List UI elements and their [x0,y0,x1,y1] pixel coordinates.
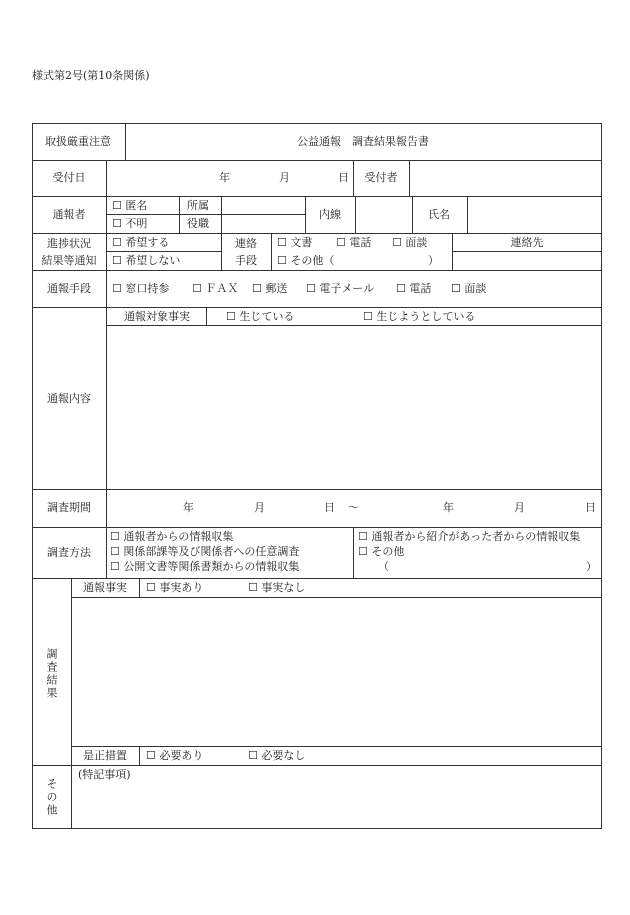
about-to-occur-checkbox[interactable]: ☐ 生じようとしている [363,310,476,323]
receipt-month: 月 [279,171,290,184]
handling-label: 取扱厳重注意 [45,135,111,148]
affiliation-label: 所属 [187,199,209,212]
method-email-checkbox[interactable]: ☐ 電子メール [306,282,375,295]
no-wish-checkbox[interactable]: ☐ 希望しない [112,254,181,267]
others-label: その他 [45,778,58,817]
content-label: 通報内容 [47,392,91,405]
period-end-day: 日 [585,501,596,514]
inv-reporter-checkbox[interactable]: ☐ 通報者からの情報収集 [110,530,234,543]
investigation-label: 調査方法 [47,546,91,559]
method-mail-checkbox[interactable]: ☐ 郵送 [252,282,288,295]
contact-info-label: 連絡先 [510,236,544,249]
method-phone-checkbox[interactable]: ☐ 電話 [396,282,432,295]
inv-documents-checkbox[interactable]: ☐ 公開文書等関係書類からの情報収集 [110,560,300,573]
receipt-date-label: 受付日 [52,171,86,184]
occurring-checkbox[interactable]: ☐ 生じている [226,310,295,323]
period-label: 調査期間 [47,501,91,514]
inv-other-checkbox[interactable]: ☐ その他 [358,545,405,558]
doc-checkbox[interactable]: ☐ 文書 [277,236,313,249]
fact-no-checkbox[interactable]: ☐ 事実なし [248,581,306,594]
facts-label: 通報対象事実 [124,310,190,323]
inv-other-paren-close: ） [586,560,597,573]
period-tilde: ～ [348,501,359,514]
content-textarea[interactable] [108,327,600,487]
name-label: 氏名 [428,208,450,221]
result-facts-label: 通報事実 [83,581,127,594]
reporter-label: 通報者 [52,208,86,221]
phone-checkbox[interactable]: ☐ 電話 [336,236,372,249]
result-notice-label: 結果等通知 [41,254,97,267]
position-label: 役職 [187,217,209,230]
inv-related-checkbox[interactable]: ☐ 関係部課等及び関係者への任意調査 [110,545,300,558]
method-label: 通報手段 [47,282,91,295]
extension-label: 内線 [319,208,341,221]
progress-label: 進捗状況 [47,237,91,250]
unknown-checkbox[interactable]: ☐ 不明 [112,217,148,230]
result-label: 調査結果 [45,648,58,700]
remarks-label: (特記事項) [78,768,131,781]
receiver-label: 受付者 [364,171,398,184]
wish-checkbox[interactable]: ☐ 希望する [112,236,170,249]
fact-yes-checkbox[interactable]: ☐ 事実あり [146,581,204,594]
anonymous-checkbox[interactable]: ☐ 匿名 [112,199,148,212]
period-end-year: 年 [443,501,454,514]
method-window-checkbox[interactable]: ☐ 窓口持参 [112,282,170,295]
period-start-day: 日 [324,501,335,514]
inv-referred-checkbox[interactable]: ☐ 通報者から紹介があった者からの情報収集 [358,530,581,543]
form-number: 様式第2号(第10条関係) [32,69,150,82]
method-meeting-checkbox[interactable]: ☐ 面談 [451,282,487,295]
form-title: 公益通報 調査結果報告書 [297,135,429,148]
period-end-month: 月 [514,501,525,514]
correction-not-needed-checkbox[interactable]: ☐ 必要なし [248,749,306,762]
receipt-day: 日 [338,171,349,184]
period-start-month: 月 [254,501,265,514]
receipt-year: 年 [219,171,230,184]
result-textarea[interactable] [73,599,600,744]
correction-needed-checkbox[interactable]: ☐ 必要あり [146,749,204,762]
meeting-checkbox[interactable]: ☐ 面談 [392,236,428,249]
period-start-year: 年 [183,501,194,514]
other-contact-close: ） [428,254,439,267]
contact-label: 連絡 [235,237,257,250]
receiver-field[interactable] [411,162,600,194]
inv-other-paren-open: （ [378,560,389,573]
method-fax-checkbox[interactable]: ☐ ＦＡＸ [192,282,239,295]
correction-label: 是正措置 [83,749,127,762]
means-label: 手段 [235,254,257,267]
remarks-textarea[interactable] [73,783,600,827]
other-contact-checkbox[interactable]: ☐ その他（ [277,254,335,267]
